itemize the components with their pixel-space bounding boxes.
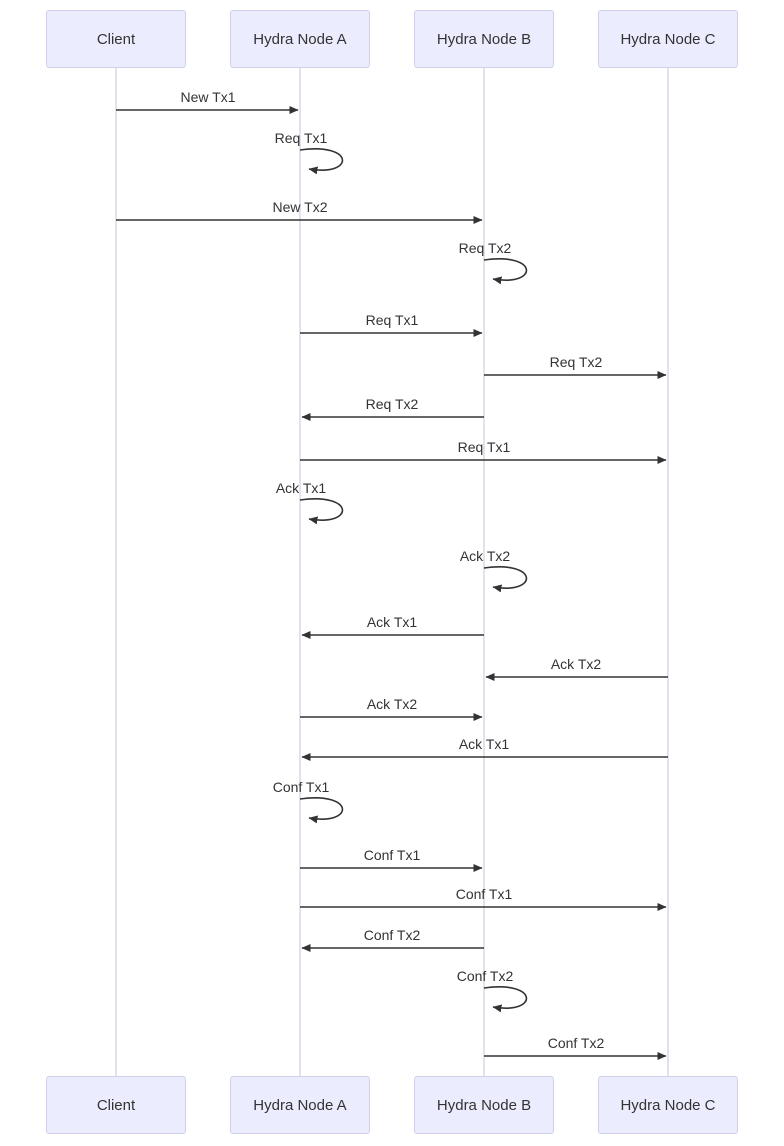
actor-label: Client: [96, 1096, 136, 1114]
actor-label: Hydra Node C: [620, 1096, 716, 1114]
message-label: Ack Tx2: [459, 548, 511, 564]
self-loop-arrow: [300, 499, 342, 520]
actor-top-hydra-node-a: [230, 10, 370, 68]
actor-label: Client: [96, 30, 136, 48]
message-label: Ack Tx2: [550, 656, 602, 672]
message-label: Conf Tx1: [363, 847, 421, 863]
actor-label: Hydra Node B: [436, 30, 532, 48]
message-label: Ack Tx2: [366, 696, 418, 712]
message-label: Req Tx1: [365, 312, 419, 328]
message-label: Ack Tx1: [458, 736, 510, 752]
self-loop-arrow: [484, 259, 526, 280]
actor-label: Hydra Node C: [620, 30, 716, 48]
message-label: Req Tx1: [274, 130, 328, 146]
message-label: Req Tx1: [457, 439, 511, 455]
message-label: New Tx2: [272, 199, 328, 215]
message-label: Req Tx2: [549, 354, 603, 370]
message-label: New Tx1: [180, 89, 236, 105]
actor-label: Hydra Node B: [436, 1096, 532, 1114]
self-loop-arrow: [300, 149, 342, 170]
self-loop-arrow: [300, 798, 342, 819]
message-label: Conf Tx2: [363, 927, 421, 943]
actor-bottom-hydra-node-c: [598, 1076, 738, 1134]
actor-top-client: [46, 10, 186, 68]
actor-bottom-hydra-node-b: [414, 1076, 554, 1134]
actor-bottom-client: [46, 1076, 186, 1134]
actor-label: Hydra Node A: [253, 1096, 347, 1114]
message-label: Conf Tx2: [456, 968, 514, 984]
self-loop-arrow: [484, 987, 526, 1008]
actor-top-hydra-node-c: [598, 10, 738, 68]
message-label: Conf Tx1: [272, 779, 330, 795]
message-label: Ack Tx1: [275, 480, 327, 496]
self-loop-arrow: [484, 567, 526, 588]
message-label: Conf Tx2: [547, 1035, 605, 1051]
actor-bottom-hydra-node-a: [230, 1076, 370, 1134]
message-label: Req Tx2: [365, 396, 419, 412]
actor-label: Hydra Node A: [253, 30, 347, 48]
message-label: Req Tx2: [458, 240, 512, 256]
message-label: Conf Tx1: [455, 886, 513, 902]
actor-top-hydra-node-b: [414, 10, 554, 68]
message-label: Ack Tx1: [366, 614, 418, 630]
